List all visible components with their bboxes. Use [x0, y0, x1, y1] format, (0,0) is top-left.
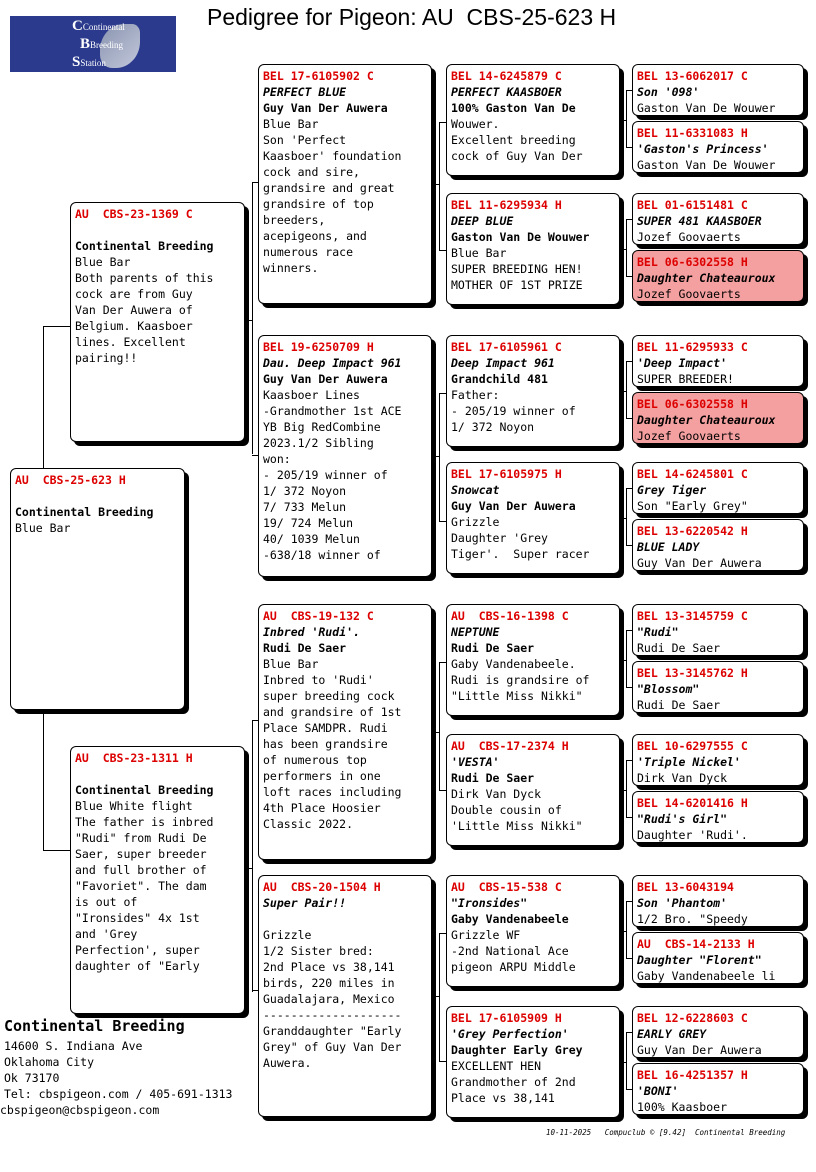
band-number: BEL 14-6201416 H: [637, 796, 748, 810]
pedigree-box-sd: [258, 335, 432, 577]
breeder-name: Rudi De Saer: [263, 641, 347, 655]
connector-line: [620, 790, 626, 791]
breeder-name: Guy Van Der Auwera: [263, 101, 388, 115]
band-number: BEL 17-6105975 H: [451, 467, 562, 481]
info-line: Saer, super breeder: [75, 847, 207, 861]
band-number: AU CBS-16-1398 C: [451, 609, 569, 623]
band-number: BEL 11-6331083 H: [637, 126, 748, 140]
connector-line: [252, 455, 258, 456]
info-line: Place vs 38,141: [451, 1091, 555, 1105]
connector-line: [252, 182, 253, 454]
connector-line: [626, 361, 627, 418]
info-line: Guadalajara, Mexico: [263, 992, 395, 1006]
pedigree-box-sdd: [446, 462, 620, 574]
contact-phone: Tel: cbspigeon.com / 405-691-1313: [4, 1087, 233, 1101]
info-line: 'Little Miss Nikki": [451, 819, 583, 833]
connector-line: [620, 931, 626, 932]
connector-line: [626, 901, 627, 958]
band-number: AU CBS-23-1369 C: [75, 207, 193, 221]
pedigree-box-subject: [10, 468, 185, 710]
band-number: BEL 17-6105961 C: [451, 340, 562, 354]
connector-line: [626, 1089, 632, 1090]
info-line: Grizzle WF: [451, 928, 521, 942]
connector-line: [626, 276, 632, 277]
connector-line: [43, 326, 70, 327]
connector-line: [626, 488, 627, 545]
info-line: numerous race: [263, 245, 354, 259]
connector-line: [620, 249, 626, 250]
info-line: daughter of "Early: [75, 959, 200, 973]
info-line: Classic 2022.: [263, 817, 354, 831]
pigeon-name: 'Gaston's Princess': [637, 142, 769, 156]
page-title: Pedigree for Pigeon: AU CBS-25-623 H: [207, 4, 617, 30]
info-line: Kaasboer Lines: [263, 388, 360, 402]
breeder-name: Daughter Early Grey: [451, 1043, 583, 1057]
info-line: "Favoriet". The dam: [75, 879, 207, 893]
connector-line: [626, 90, 632, 91]
info-line: 2nd Place vs 38,141: [263, 960, 395, 974]
info-line: has been grandsire: [263, 737, 388, 751]
connector-line: [626, 958, 632, 959]
band-number: BEL 14-6245879 C: [451, 69, 562, 83]
pedigree-box-ssds: [632, 193, 804, 245]
pedigree-box-ddsd: [632, 932, 804, 984]
info-line: 4th Place Hoosier: [263, 801, 381, 815]
info-line: and 'Grey: [75, 927, 138, 941]
band-number: AU CBS-17-2374 H: [451, 739, 569, 753]
breeder-name: Continental Breeding: [75, 783, 214, 797]
band-number: BEL 16-4251357 H: [637, 1068, 748, 1082]
info-line: Jozef Goovaerts: [637, 429, 741, 443]
info-line: Rudi is grandsire of: [451, 673, 590, 687]
info-line: Blue White flight: [75, 799, 193, 813]
info-line: Both parents of this: [75, 271, 214, 285]
connector-line: [626, 1032, 632, 1033]
connector-line: [626, 219, 627, 276]
pigeon-name: NEPTUNE: [451, 625, 500, 639]
info-line: SUPER BREEDER!: [637, 372, 734, 386]
info-line: Guy Van Der Auwera: [637, 556, 762, 570]
connector-line: [439, 393, 440, 521]
connector-line: [439, 933, 446, 934]
info-line: Blue Bar: [263, 657, 319, 671]
address-line: Oklahoma City: [4, 1055, 95, 1069]
info-line: 1/2 Bro. "Speedy: [637, 912, 748, 926]
connector-line: [626, 817, 632, 818]
info-line: 7/ 733 Melun: [263, 500, 347, 514]
info-line: cock are from Guy: [75, 287, 193, 301]
logo: CContinental BBreeding SStation: [10, 16, 176, 72]
breeder-address: [2, 1018, 232, 1118]
info-line: grandsire and great: [263, 181, 395, 195]
pigeon-name: 'Triple Nickel': [637, 755, 741, 769]
info-line: Belgium. Kaasboer: [75, 319, 193, 333]
band-number: BEL 13-6220542 H: [637, 524, 748, 538]
connector-line: [620, 660, 626, 661]
connector-line: [252, 720, 253, 992]
pigeon-name: "Blossom": [637, 682, 700, 696]
info-line: - 205/19 winner of: [263, 468, 388, 482]
info-line: grandsire of top: [263, 197, 374, 211]
info-line: of numerous top: [263, 753, 367, 767]
connector-line: [252, 182, 258, 183]
info-line: birds, 220 miles in: [263, 976, 395, 990]
info-line: Gaby Vandenabeele.: [451, 657, 576, 671]
info-line: performers in one: [263, 769, 381, 783]
band-number: BEL 10-6297555 C: [637, 739, 748, 753]
connector-line: [626, 760, 632, 761]
connector-line: [439, 250, 446, 251]
pedigree-box-ddss: [632, 875, 804, 927]
band-number: BEL 11-6295934 H: [451, 198, 562, 212]
pedigree-box-dsss: [632, 604, 804, 656]
pedigree-box-sss: [446, 64, 620, 176]
info-line: Son "Early Grey": [637, 499, 748, 513]
info-line: Grey" of Guy Van Der: [263, 1040, 402, 1054]
info-line: Blue Bar: [263, 117, 319, 131]
contact-email: cbspigeon@cbspigeon.com: [0, 1103, 160, 1117]
info-line: -Grandmother 1st ACE: [263, 404, 402, 418]
info-line: 19/ 724 Melun: [263, 516, 354, 530]
info-line: winners.: [263, 261, 319, 275]
info-line: cock of Guy Van Der: [451, 149, 583, 163]
info-line: Blue Bar: [75, 255, 131, 269]
band-number: AU CBS-23-1311 H: [75, 751, 193, 765]
pedigree-box-sdsd: [632, 392, 804, 444]
pigeon-name: Daughter Chateauroux: [637, 271, 776, 285]
info-line: Gaston Van De Wouwer: [637, 101, 776, 115]
info-line: Auwera.: [263, 1056, 312, 1070]
breeder-name: Guy Van Der Auwera: [263, 372, 388, 386]
pedigree-box-dsds: [632, 734, 804, 786]
connector-line: [245, 320, 252, 321]
pigeon-name: Daughter Chateauroux: [637, 413, 776, 427]
connector-line: [43, 326, 44, 468]
pigeon-name: Snowcat: [451, 483, 500, 497]
info-line: Jozef Goovaerts: [637, 230, 741, 244]
band-number: BEL 17-6105902 C: [263, 69, 374, 83]
info-line: breeders,: [263, 213, 326, 227]
pigeon-name: PERFECT BLUE: [263, 85, 347, 99]
info-line: Place SAMDPR. Rudi: [263, 721, 388, 735]
pigeon-name: EARLY GREY: [637, 1027, 707, 1041]
breeder-name: 100% Gaston Van De: [451, 101, 576, 115]
info-line: 1/ 372 Noyon: [263, 484, 347, 498]
connector-line: [620, 518, 626, 519]
info-line: Van Der Auwera of: [75, 303, 193, 317]
pigeon-name: Deep Impact 961: [451, 356, 555, 370]
info-line: Gaston Van De Wouwer: [637, 158, 776, 172]
pedigree-box-ddd: [446, 1006, 620, 1118]
pedigree-box-dsdd: [632, 791, 804, 843]
breeder-name: Grandchild 481: [451, 372, 548, 386]
info-line: - 205/19 winner of: [451, 404, 576, 418]
info-line: Blue Bar: [15, 521, 71, 535]
band-number: BEL 06-6302558 H: [637, 255, 748, 269]
band-number: AU CBS-14-2133 H: [637, 937, 755, 951]
info-line: super breeding cock: [263, 689, 395, 703]
pedigree-box-sssd: [632, 121, 804, 173]
info-line: 2023.1/2 Sibling: [263, 436, 374, 450]
pigeon-name: Son '098': [637, 85, 700, 99]
info-line: acepigeons, and: [263, 229, 367, 243]
pigeon-name: Super Pair!!: [263, 896, 347, 910]
info-line: -2nd National Ace: [451, 944, 569, 958]
connector-line: [43, 850, 70, 851]
pigeon-name: "Ironsides": [451, 896, 528, 910]
pigeon-name: Dau. Deep Impact 961: [263, 356, 402, 370]
connector-line: [626, 219, 632, 220]
band-number: BEL 19-6250709 H: [263, 340, 374, 354]
info-line: 1/ 372 Noyon: [451, 420, 535, 434]
connector-line: [620, 391, 626, 392]
info-line: "Ironsides" 4x 1st: [75, 911, 200, 925]
connector-line: [439, 393, 446, 394]
info-line: Rudi De Saer: [637, 698, 721, 712]
info-line: Daughter 'Grey: [451, 531, 548, 545]
info-line: Granddaughter "Early: [263, 1024, 402, 1038]
info-line: Rudi De Saer: [637, 641, 721, 655]
breeder-name: Rudi De Saer: [451, 641, 535, 655]
info-line: Grandmother of 2nd: [451, 1075, 576, 1089]
info-line: -638/18 winner of: [263, 548, 381, 562]
pedigree-box-ssss: [632, 64, 804, 116]
pedigree-box-sddd: [632, 519, 804, 571]
pedigree-box-dddd: [632, 1063, 804, 1115]
pigeon-name: Son 'Phantom': [637, 896, 728, 910]
band-number: AU CBS-19-132 C: [263, 609, 374, 623]
connector-line: [626, 418, 632, 419]
print-stamp: 10-11-2025 Compuclub © [9.42] Continental Breeding: [546, 1128, 786, 1137]
breeder-name: Continental Breeding: [15, 505, 154, 519]
breeder-name: Rudi De Saer: [451, 771, 535, 785]
info-line: EXCELLENT HEN: [451, 1059, 542, 1073]
band-number: BEL 13-3145762 H: [637, 666, 748, 680]
pigeon-name: DEEP BLUE: [451, 214, 514, 228]
pedigree-box-ssdd: [632, 250, 804, 302]
connector-line: [432, 184, 439, 185]
info-line: Grizzle: [451, 515, 500, 529]
pedigree-box-dsd: [446, 734, 620, 846]
connector-line: [626, 545, 632, 546]
pigeon-name: Daughter "Florent": [637, 953, 762, 967]
connector-line: [626, 630, 632, 631]
info-line: Jozef Goovaerts: [637, 287, 741, 301]
address-line: 14600 S. Indiana Ave: [4, 1039, 143, 1053]
connector-line: [620, 120, 626, 121]
info-line: 40/ 1039 Melun: [263, 532, 360, 546]
pedigree-box-ddds: [632, 1006, 804, 1058]
band-number: BEL 11-6295933 C: [637, 340, 748, 354]
info-line: Grizzle: [263, 928, 312, 942]
breeder-name: Guy Van Der Auwera: [451, 499, 576, 513]
info-line: pigeon ARPU Middle: [451, 960, 576, 974]
pigeon-name: SUPER 481 KAASBOER: [637, 214, 762, 228]
info-line: SUPER BREEDING HEN!: [451, 262, 583, 276]
pigeon-name: 'VESTA': [451, 755, 500, 769]
info-line: Dirk Van Dyck: [451, 787, 542, 801]
info-line: 1/2 Sister bred:: [263, 944, 374, 958]
band-number: AU CBS-15-538 C: [451, 880, 562, 894]
connector-line: [620, 1062, 626, 1063]
connector-line: [252, 990, 258, 991]
info-line: Son 'Perfect: [263, 133, 347, 147]
connector-line: [439, 933, 440, 1061]
pigeon-name: 'Deep Impact': [637, 356, 728, 370]
pedigree-box-sire: [70, 202, 245, 442]
info-line: --------------------: [263, 1008, 402, 1022]
breeder-name: Continental Breeding: [4, 1017, 185, 1035]
info-line: and full brother of: [75, 863, 207, 877]
connector-line: [432, 996, 439, 997]
connector-line: [252, 720, 258, 721]
band-number: AU CBS-20-1504 H: [263, 880, 381, 894]
info-line: lines. Excellent: [75, 335, 186, 349]
band-number: BEL 13-3145759 C: [637, 609, 748, 623]
band-number: BEL 13-6043194: [637, 880, 734, 894]
breeder-name: Gaston Van De Wouwer: [451, 230, 590, 244]
pedigree-box-ds: [258, 604, 432, 860]
info-line: cock and sire,: [263, 165, 360, 179]
breeder-name: Gaby Vandenabeele: [451, 912, 569, 926]
info-line: Father:: [451, 388, 500, 402]
band-number: BEL 14-6245801 C: [637, 467, 748, 481]
connector-line: [626, 901, 632, 902]
connector-line: [626, 361, 632, 362]
connector-line: [626, 630, 627, 687]
connector-line: [439, 662, 440, 790]
pigeon-name: 'Grey Perfection': [451, 1027, 569, 1041]
info-line: Dirk Van Dyck: [637, 771, 728, 785]
info-line: Blue Bar: [451, 246, 507, 260]
info-line: Tiger'. Super racer: [451, 547, 590, 561]
band-number: BEL 01-6151481 C: [637, 198, 748, 212]
info-line: Perfection', super: [75, 943, 200, 957]
info-line: Excellent breeding: [451, 133, 576, 147]
info-line: The father is inbred: [75, 815, 214, 829]
connector-line: [439, 662, 446, 663]
info-line: "Little Miss Nikki": [451, 689, 583, 703]
connector-line: [626, 687, 632, 688]
band-number: BEL 17-6105909 H: [451, 1011, 562, 1025]
band-number: BEL 12-6228603 C: [637, 1011, 748, 1025]
connector-line: [439, 790, 446, 791]
info-line: "Rudi" from Rudi De: [75, 831, 207, 845]
connector-line: [626, 147, 632, 148]
pedigree-box-dssd: [632, 661, 804, 713]
pedigree-box-dss: [446, 604, 620, 716]
pigeon-name: BLUE LADY: [637, 540, 700, 554]
band-number: BEL 06-6302558 H: [637, 397, 748, 411]
address-line: Ok 73170: [4, 1071, 60, 1085]
pigeon-name: 'BONI': [637, 1084, 679, 1098]
pedigree-box-dam: [70, 746, 245, 1014]
connector-line: [626, 1032, 627, 1089]
info-line: Inbred to 'Rudi': [263, 673, 374, 687]
info-line: 100% Kaasboer: [637, 1100, 728, 1114]
info-line: Kaasboer' foundation: [263, 149, 402, 163]
info-line: and grandsire of 1st: [263, 705, 402, 719]
pedigree-box-dd: [258, 875, 432, 1117]
info-line: Guy Van Der Auwera: [637, 1043, 762, 1057]
info-line: won:: [263, 452, 291, 466]
breeder-name: Continental Breeding: [75, 239, 214, 253]
info-line: Wouwer.: [451, 117, 500, 131]
pigeon-name: Inbred 'Rudi'.: [263, 625, 360, 639]
pedigree-box-dds: [446, 875, 620, 987]
connector-line: [626, 760, 627, 817]
connector-line: [432, 732, 439, 733]
info-line: Daughter 'Rudi'.: [637, 828, 748, 842]
pedigree-box-sdds: [632, 462, 804, 514]
info-line: YB Big RedCombine: [263, 420, 381, 434]
info-line: is out of: [75, 895, 138, 909]
connector-line: [439, 122, 446, 123]
pigeon-name: PERFECT KAASBOER: [451, 85, 562, 99]
connector-line: [432, 456, 439, 457]
info-line: Gaby Vandenabeele li: [637, 969, 776, 983]
info-line: loft races including: [263, 785, 402, 799]
info-line: Double cousin of: [451, 803, 562, 817]
info-line: [263, 911, 427, 927]
connector-line: [439, 521, 446, 522]
pigeon-name: Grey Tiger: [637, 483, 707, 497]
pedigree-box-sds: [446, 335, 620, 447]
pigeon-name: "Rudi": [637, 625, 679, 639]
band-number: AU CBS-25-623 H: [15, 473, 126, 487]
connector-line: [43, 710, 44, 850]
connector-line: [626, 488, 632, 489]
info-line: MOTHER OF 1ST PRIZE: [451, 278, 583, 292]
info-line: pairing!!: [75, 351, 138, 365]
connector-line: [439, 1061, 446, 1062]
pigeon-name: "Rudi's Girl": [637, 812, 728, 826]
connector-line: [626, 90, 627, 147]
connector-line: [245, 868, 252, 869]
pedigree-box-ssd: [446, 193, 620, 305]
pedigree-box-ss: [258, 64, 432, 304]
connector-line: [439, 122, 440, 250]
pedigree-box-sdss: [632, 335, 804, 387]
band-number: BEL 13-6062017 C: [637, 69, 748, 83]
